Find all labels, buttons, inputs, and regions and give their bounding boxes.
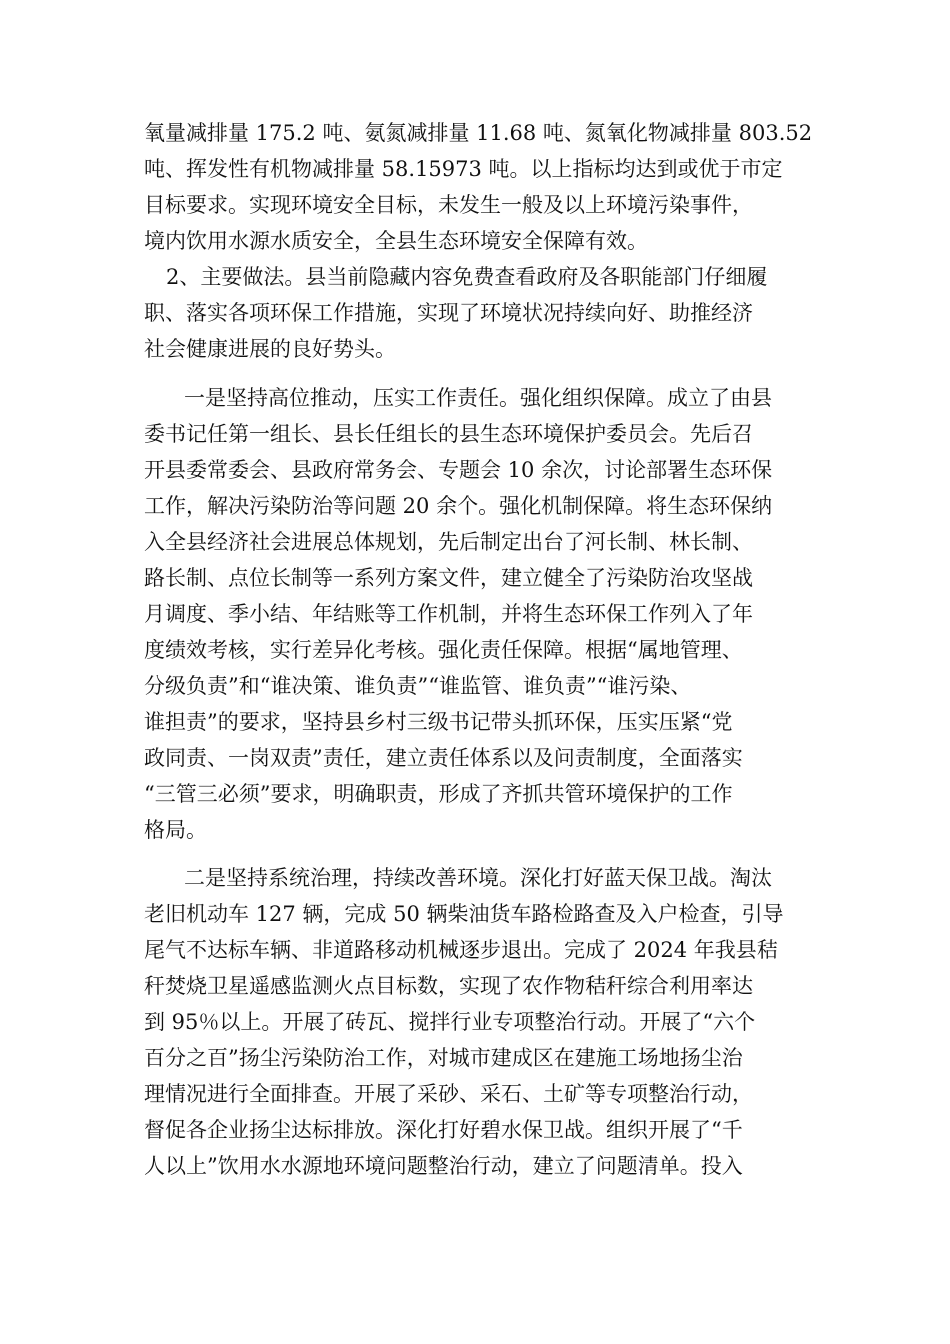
text-line: 秆焚烧卫星遥感监测火点目标数，实现了农作物秸秆综合利用率达 bbox=[144, 974, 753, 998]
text-line: 入全县经济社会进展总体规划，先后制定出台了河长制、林长制、 bbox=[144, 530, 753, 554]
text-line: 工作，解决污染防治等问题 20 余个。强化机制保障。将生态环保纳 bbox=[144, 494, 773, 518]
text-line: 氧量减排量 175.2 吨、氨氮减排量 11.68 吨、氮氧化物减排量 803.52 bbox=[144, 121, 813, 145]
text-line: 境内饮用水源水质安全，全县生态环境安全保障有效。 bbox=[144, 229, 648, 253]
text-line: 一是坚持高位推动，压实工作责任。强化组织保障。成立了由县 bbox=[184, 386, 772, 410]
text-line: 委书记任第一组长、县长任组长的县生态环境保护委员会。先后召 bbox=[144, 422, 753, 446]
text-line: 尾气不达标车辆、非道路移动机械逐步退出。完成了 2024 年我县秸 bbox=[144, 938, 778, 962]
text-line: 度绩效考核，实行差异化考核。强化责任保障。根据“属地管理、 bbox=[144, 638, 743, 662]
text-line: 目标要求。实现环境安全目标，未发生一般及以上环境污染事件， bbox=[144, 193, 753, 217]
text-line: 到 95％以上。开展了砖瓦、搅拌行业专项整治行动。开展了“六个 bbox=[144, 1010, 756, 1034]
text-line: 2、主要做法。县当前隐藏内容免费查看政府及各职能部门仔细履 bbox=[166, 265, 768, 289]
text-line: “三管三必须”要求，明确职责，形成了齐抓共管环境保护的工作 bbox=[144, 782, 733, 806]
text-line: 社会健康进展的良好势头。 bbox=[144, 337, 396, 361]
text-line: 格局。 bbox=[144, 818, 207, 842]
text-line: 月调度、季小结、年结账等工作机制，并将生态环保工作列入了年 bbox=[144, 602, 753, 626]
text-line: 分级负责”和“谁决策、谁负责”“谁监管、谁负责”“谁污染、 bbox=[144, 674, 692, 698]
text-line: 吨、挥发性有机物减排量 58.15973 吨。以上指标均达到或优于市定 bbox=[144, 157, 783, 181]
text-line: 政同责、一岗双责”责任，建立责任体系以及问责制度，全面落实 bbox=[144, 746, 743, 770]
text-line: 二是坚持系统治理，持续改善环境。深化打好蓝天保卫战。淘汰 bbox=[184, 866, 772, 890]
text-line: 职、落实各项环保工作措施，实现了环境状况持续向好、助推经济 bbox=[144, 301, 753, 325]
text-line: 开县委常委会、县政府常务会、专题会 10 余次，讨论部署生态环保 bbox=[144, 458, 773, 482]
text-line: 谁担责”的要求，坚持县乡村三级书记带头抓环保，压实压紧“党 bbox=[144, 710, 733, 734]
text-line: 路长制、点位长制等一系列方案文件，建立健全了污染防治攻坚战 bbox=[144, 566, 753, 590]
text-line: 老旧机动车 127 辆，完成 50 辆柴油货车路检路查及入户检查，引导 bbox=[144, 902, 784, 926]
text-line: 人以上”饮用水水源地环境问题整治行动，建立了问题清单。投入 bbox=[144, 1154, 743, 1178]
text-line: 督促各企业扬尘达标排放。深化打好碧水保卫战。组织开展了“千 bbox=[144, 1118, 743, 1142]
text-line: 百分之百”扬尘污染防治工作，对城市建成区在建施工场地扬尘治 bbox=[144, 1046, 743, 1070]
text-line: 理情况进行全面排查。开展了采砂、采石、土矿等专项整治行动， bbox=[144, 1082, 753, 1106]
